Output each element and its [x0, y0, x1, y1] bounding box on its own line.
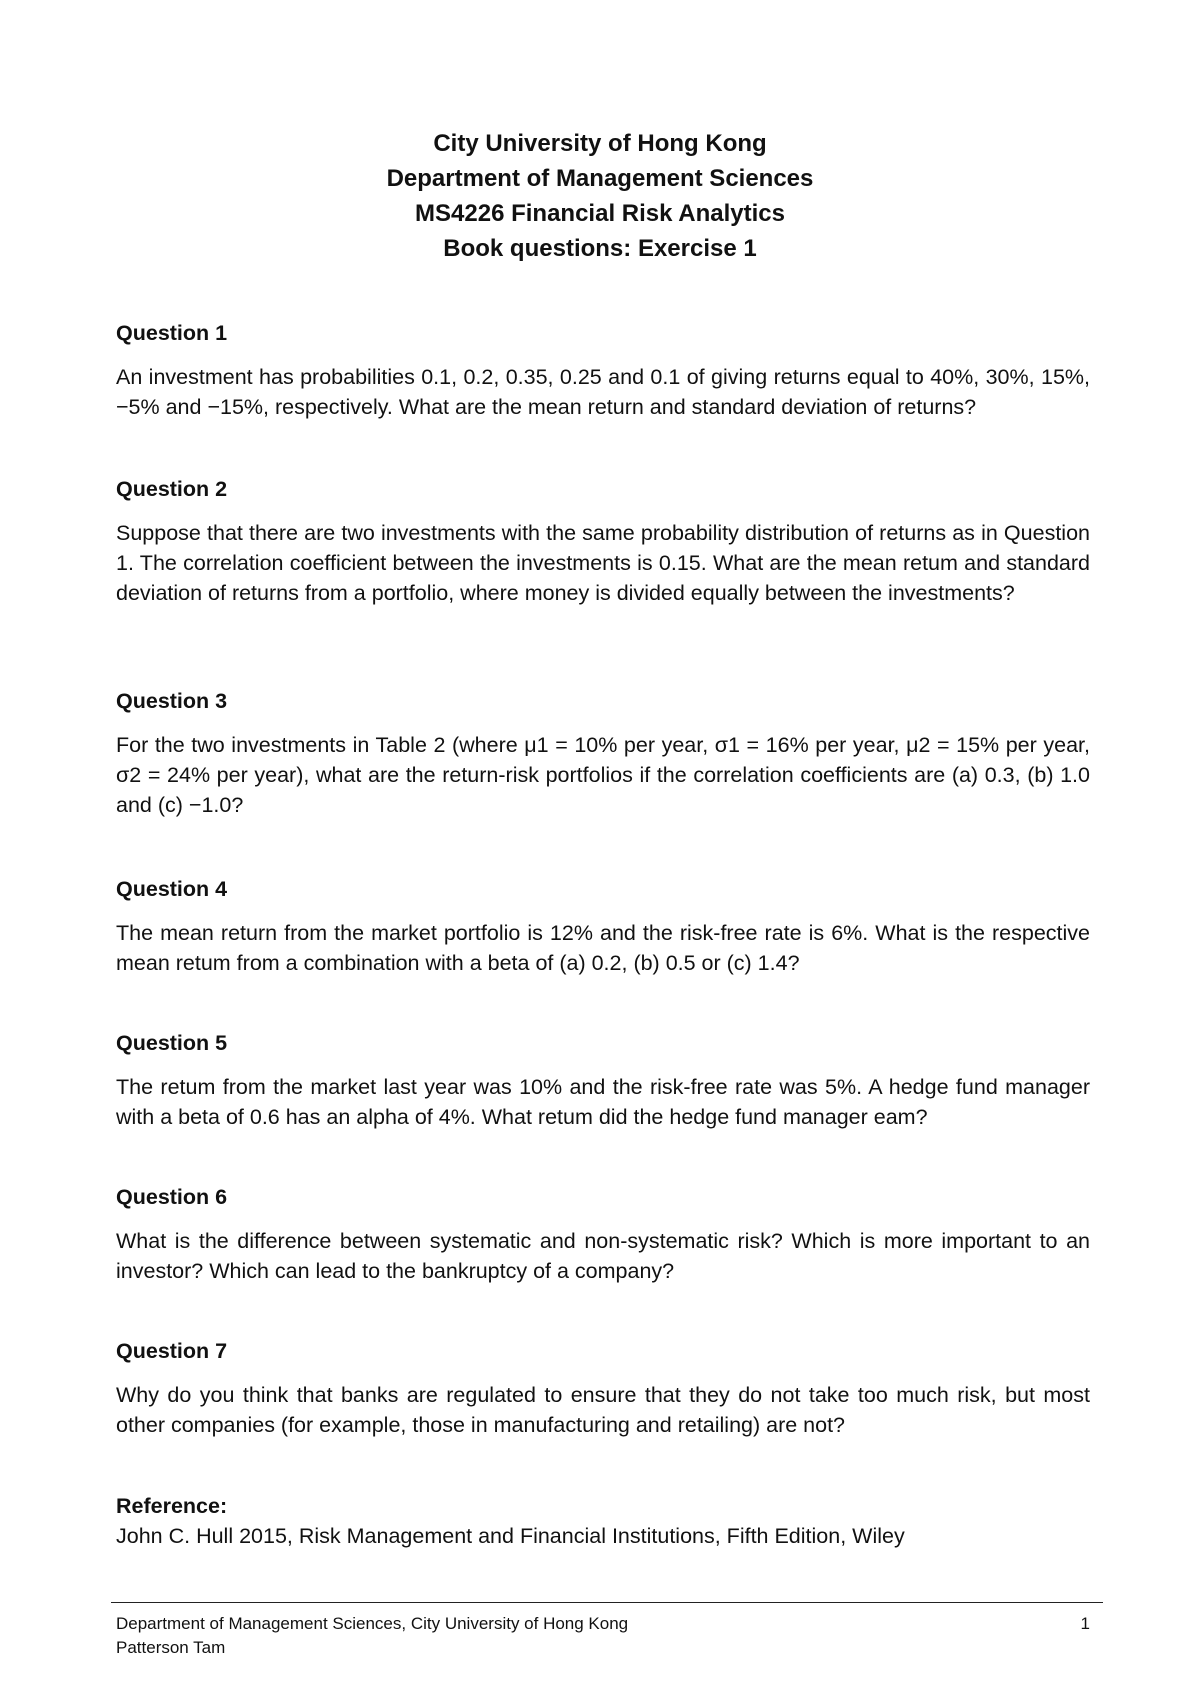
question-4-heading: Question 4	[116, 877, 228, 901]
reference-heading: Reference:	[116, 1494, 228, 1518]
question-5-heading: Question 5	[116, 1031, 228, 1055]
university-name: City University of Hong Kong	[433, 130, 767, 157]
department-name: Department of Management Sciences	[386, 165, 814, 192]
footer-department: Department of Management Sciences, City University of Hong Kong	[116, 1614, 629, 1633]
question-2-text: Suppose that there are two investments with the same probability distribution of returns as in Question 1. The correlation coefficient between the investments is 0.15. What are the mean retum and standard deviation of returns from a portfolio, where money is divided equally between the investments?	[116, 521, 1090, 605]
reference-text: John C. Hull 2015, Risk Management and Financial Institutions, Fifth Edition, Wiley	[116, 1524, 905, 1548]
footer-info	[116, 1612, 628, 1660]
question-4-text: The mean return from the market portfolio is 12% and the risk-free rate is 6%. What is the respective mean retum from a combination with a beta of (a) 0.2, (b) 0.5 or (c) 1.4?	[116, 921, 1090, 975]
question-3-text: For the two investments in Table 2 (where μ1 = 10% per year, σ1 = 16% per year, μ2 = 15% per year, σ2 = 24% per year), what are the return-risk portfolios if the correlation coefficients are (a) 0.3, (b) 1.0 and (c) −1.0?	[116, 733, 1090, 817]
question-2-heading: Question 2	[116, 477, 228, 501]
course-title: MS4226 Financial Risk Analytics	[415, 200, 785, 227]
footer-divider	[111, 1602, 1103, 1603]
page-number: 1	[1080, 1614, 1090, 1633]
question-7-text: Why do you think that banks are regulated to ensure that they do not take too much risk, but most other companies (for example, those in manufacturing and retailing) are not?	[116, 1383, 1090, 1437]
document-title-block	[0, 126, 1200, 266]
footer-author: Patterson Tam	[116, 1638, 226, 1657]
exercise-title: Book questions: Exercise 1	[443, 235, 757, 262]
question-1-text: An investment has probabilities 0.1, 0.2, 0.35, 0.25 and 0.1 of giving returns equal to 40%, 30%, 15%, −5% and −15%, respectively. What are the mean return and standard deviation of returns?	[116, 365, 1090, 419]
question-5-text: The retum from the market last year was 10% and the risk-free rate was 5%. A hedge fund manager with a beta of 0.6 has an alpha of 4%. What retum did the hedge fund manager eam?	[116, 1075, 1090, 1129]
question-6-heading: Question 6	[116, 1185, 228, 1209]
question-7-heading: Question 7	[116, 1339, 228, 1363]
question-6-text: What is the difference between systematic and non-systematic risk? Which is more important to an investor? Which can lead to the bankruptcy of a company?	[116, 1229, 1090, 1283]
question-3-heading: Question 3	[116, 689, 228, 713]
question-1-heading: Question 1	[116, 321, 228, 345]
